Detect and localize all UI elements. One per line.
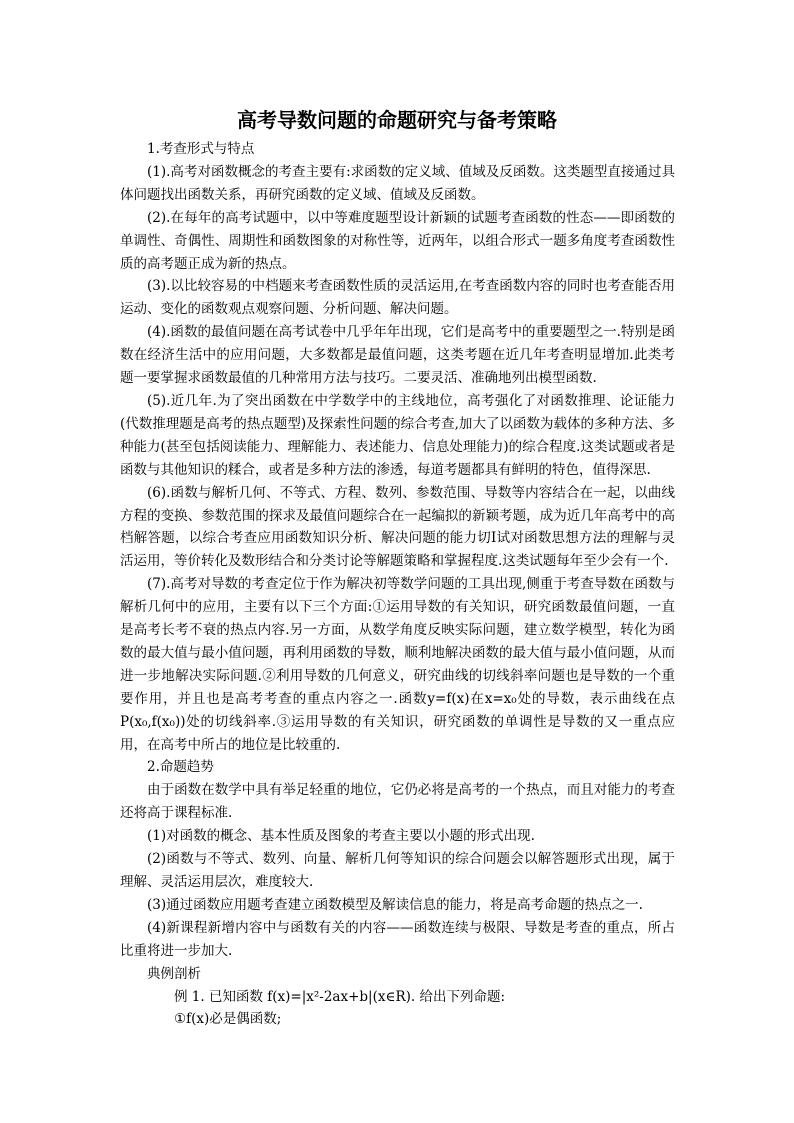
paragraph-7: (7).高考对导数的考查定位于作为解决初等数学问题的工具出现,侧重于考查导数在函数与解析几何中的应用，主要有以下三个方面:①运用导数的有关知识，研究函数最值问题，一直是高考长考不衰的热点内容.另一方面，从数学角度反映实际问题，建立数学模型，转化为函数的最大值与最小值问题，再利用函数的导数，顺利地解决函数的最大值与最小值问题，从而进一步地解决实际问题.②利用导数的几何意义，研究曲线的切线斜率问题也是导数的一个重要作用，并且也是高考考查的重点内容之一.函数y=f(x)在x=x₀处的导数，表示曲线在点P(x₀,f(x₀))处的切线斜率.③运用导数的有关知识，研究函数的单调性是导数的又一重点应用，在高考中所占的地位是比较重的. (120, 576, 675, 753)
document-body (120, 138, 675, 1031)
example-1-statement: 例 1. 已知函数 f(x)=|x²-2ax+b|(x∈R). 给出下列命题: (174, 988, 506, 1005)
paragraph-4: (4).函数的最值问题在高考试卷中几乎年年出现，它们是高考中的重要题型之一.特别是函数在经济生活中的应用问题，大多数都是最值问题，这类考题在近几年考查明显增加.此类考题一要掌握求函数最值的几种常用方法与技巧。二要灵活、准确地列出模型函数. (120, 324, 675, 387)
paragraph-2: (2).在每年的高考试题中，以中等难度题型设计新颖的试题考查函数的性态——即函数的单调性、奇偶性、周期性和函数图象的对称性等，近两年，以组合形式一题多角度考查函数性质的高考题正成为新的热点。 (120, 209, 675, 272)
section-heading-3: 典例剖析 (147, 965, 201, 982)
trend-item-2: (2)函数与不等式、数列、向量、解析几何等知识的综合问题会以解答题形式出现，属于理解、灵活运用层次，难度较大. (120, 851, 675, 890)
trend-intro: 由于函数在数学中具有举足轻重的地位，它仍必将是高考的一个热点，而且对能力的考查还将高于课程标准. (120, 782, 675, 822)
section-heading-1: 1.考查形式与特点 (147, 141, 255, 157)
trend-item-3: (3)通过函数应用题考查建立函数模型及解读信息的能力，将是高考命题的热点之一. (147, 896, 643, 913)
paragraph-1: (1).高考对函数概念的考查主要有:求函数的定义域、值域及反函数。这类题型直接通过具体问题找出函数关系，再研究函数的定义域、值域及反函数。 (120, 163, 675, 203)
trend-item-4: (4)新课程新增内容中与函数有关的内容——函数连续与极限、导数是考查的重点，所占比重将进一步加大. (120, 919, 675, 959)
paragraph-6: (6).函数与解析几何、不等式、方程、数列、参数范围、导数等内容结合在一起，以曲线方程的变换、参数范围的探求及最值问题综合在一起编拟的新颖考题，成为近几年高考中的高档解答题，以综合考查应用函数知识分析、解决问题的能力切Ⅰ试对函数思想方法的理解与灵活运用，等价转化及数形结合和分类讨论等解题策略和掌握程度.这类试题每年至少会有一个. (120, 484, 675, 570)
page-title: 高考导数问题的命题研究与备考策略 (237, 108, 557, 132)
paragraph-3: (3).以比较容易的中档题来考查函数性质的灵活运用,在考查函数内容的同时也考查能否用运动、变化的函数观点观察问题、分析问题、解决问题。 (120, 278, 675, 318)
paragraph-5: (5).近几年.为了突出函数在中学数学中的主线地位，高考强化了对函数推理、论证能力(代数推理题是高考的热点题型)及探索性问题的综合考查,加大了以函数为载体的多种方法、多种能力(甚至包括阅读能力、理解能力、表述能力、信息处理能力)的综合程度.这类试题或者是函数与其他知识的糅合，或者是多种方法的渗透，每道考题都具有鲜明的特色，值得深思. (120, 392, 675, 478)
example-1-item-1: ①f(x)必是偶函数; (174, 1011, 282, 1028)
section-heading-2: 2.命题趋势 (147, 759, 214, 776)
trend-item-1: (1)对函数的概念、基本性质及图象的考查主要以小题的形式出现. (147, 828, 535, 845)
